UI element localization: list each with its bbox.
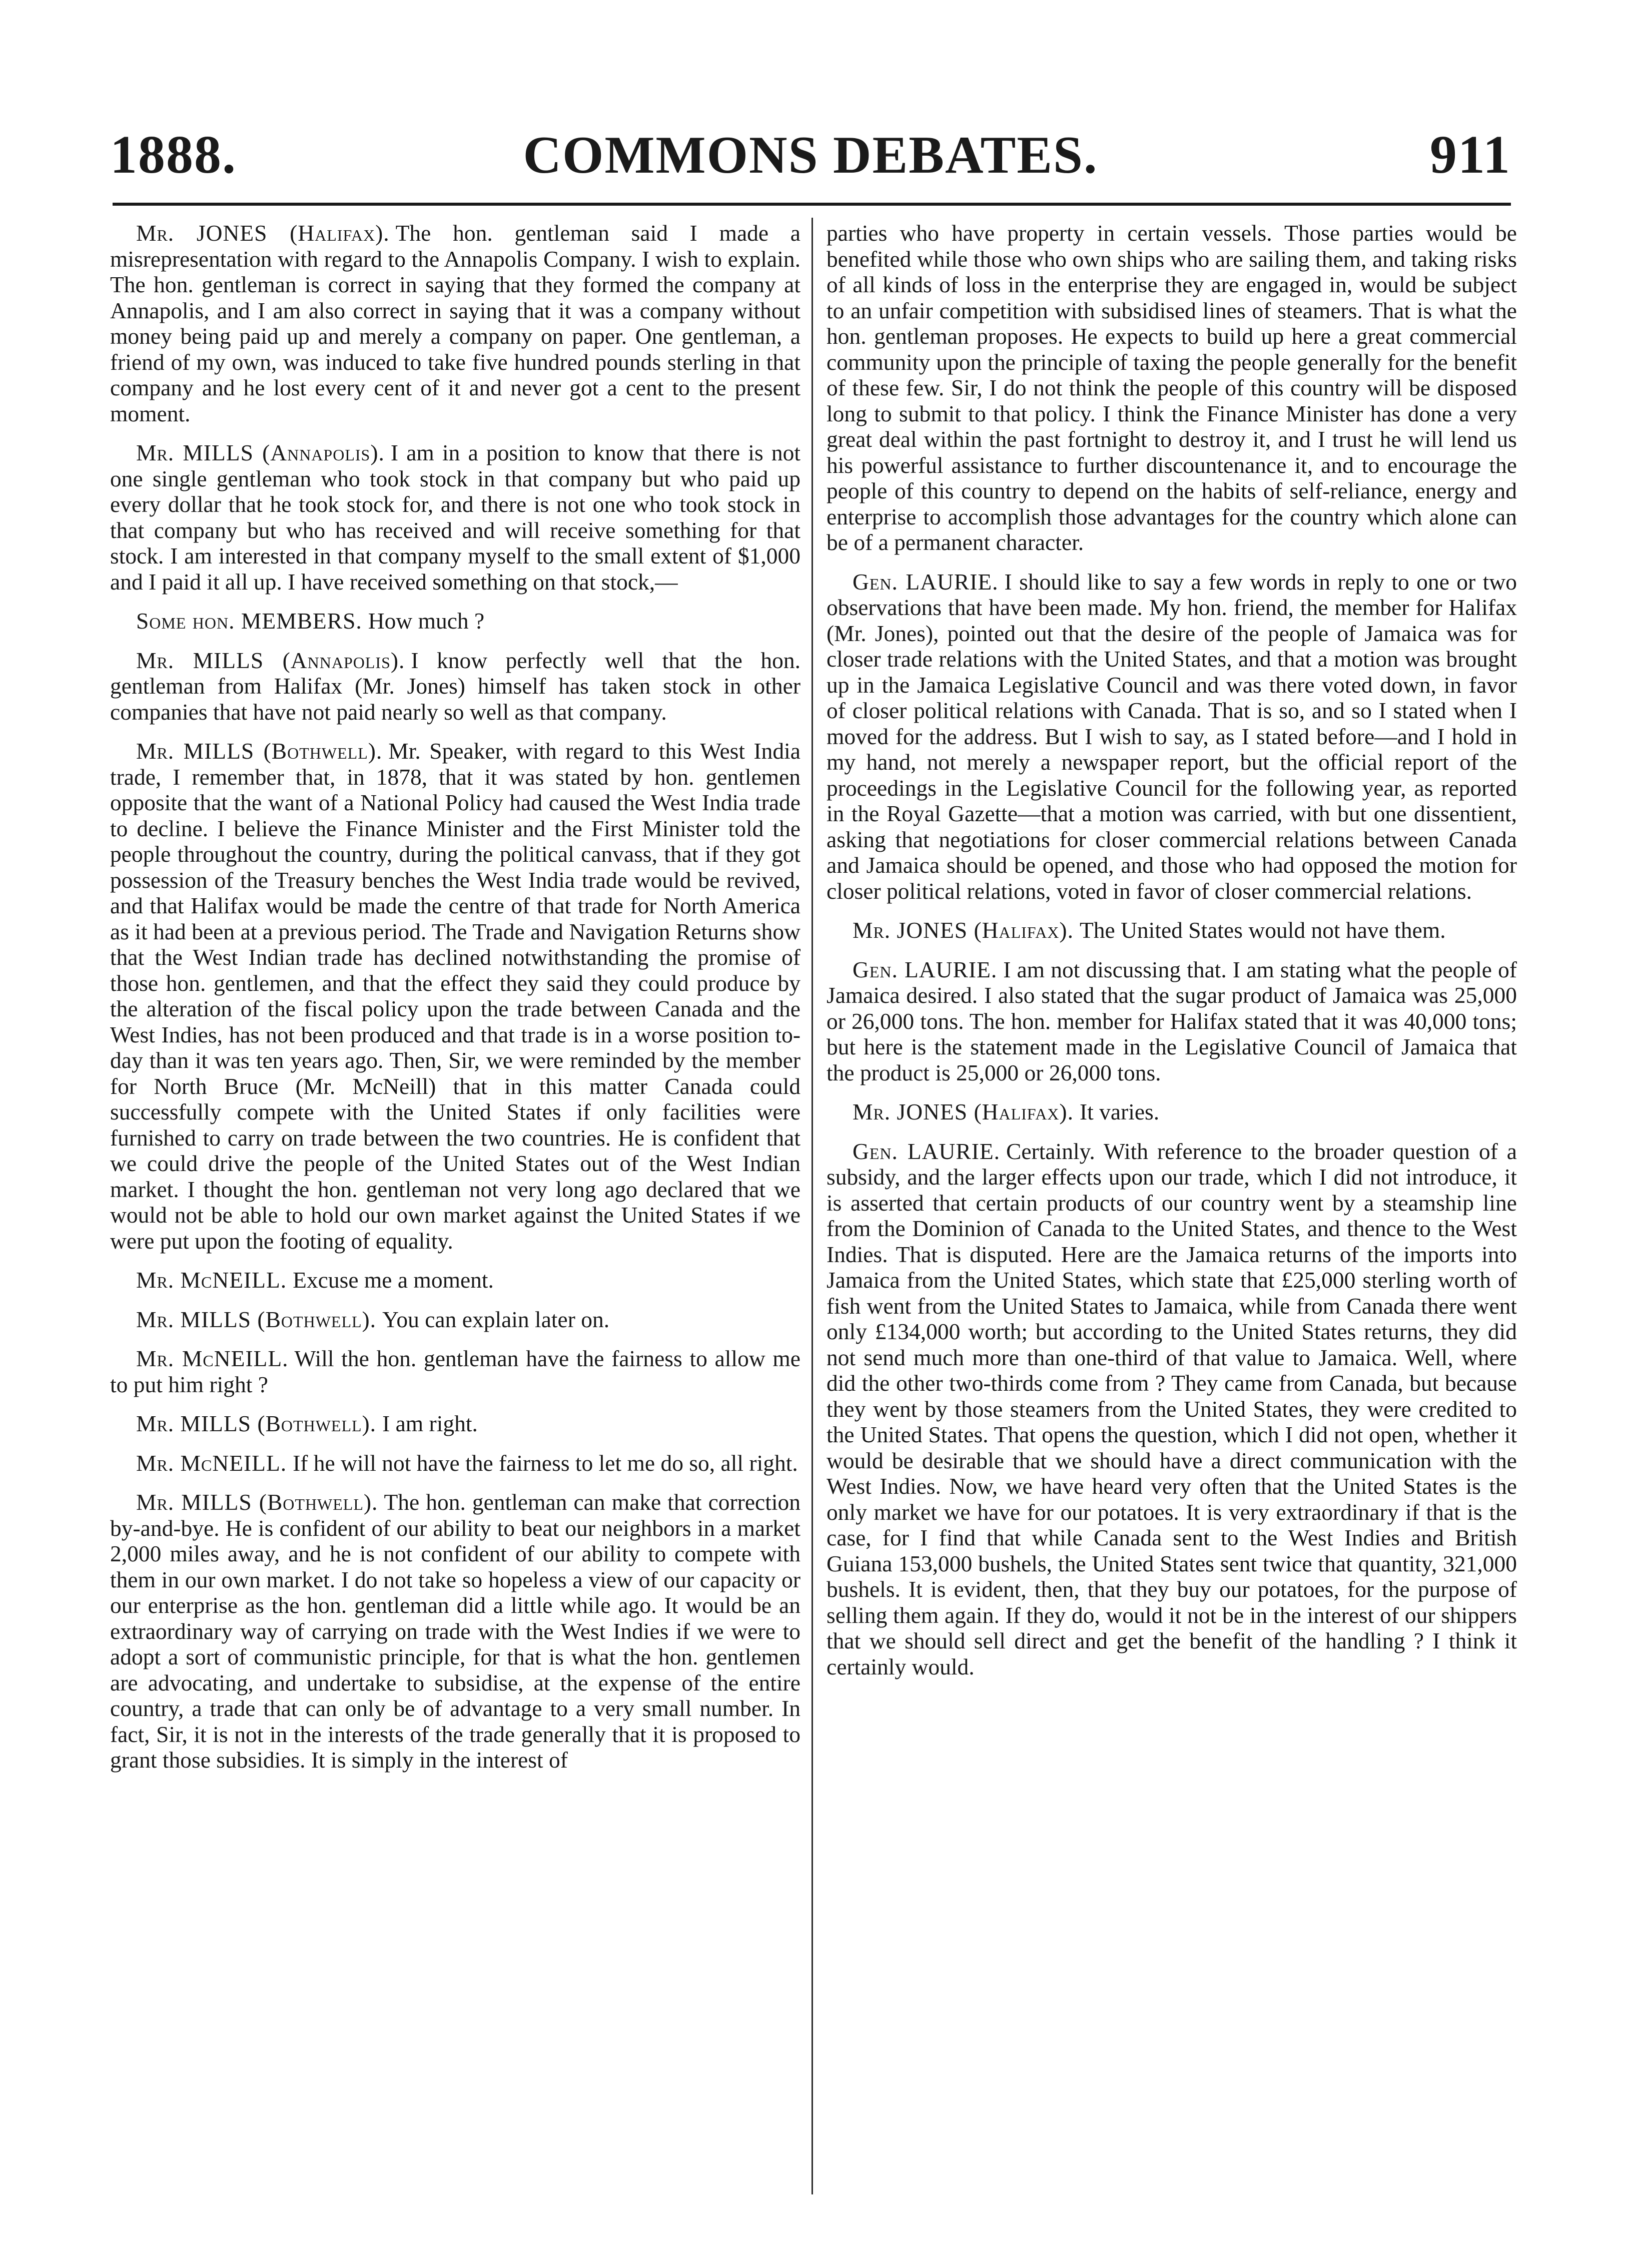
speaker-name: Mr. MILLS (Annapolis). — [136, 647, 405, 673]
paragraph-text: It varies. — [1079, 1099, 1160, 1124]
paragraph-text: Will the hon. gentleman have the fairness to allow me to put him right ? — [110, 1346, 801, 1397]
right-column — [827, 220, 1517, 1693]
paragraph-text: If he will not have the fairness to let me do so, all right. — [293, 1450, 798, 1476]
paragraph-text: I am in a position to know that there is not one single gentleman who took stock in that company but who paid up every dollar that he took stock for, and there is not one who took stock in that company but who has received and will receive something for that stock. I am interested in that company myself to the small extent of $1,000 and I paid it all up. I have received something on that stock,— — [110, 440, 800, 595]
paragraph — [110, 738, 800, 1254]
speaker-name: Some hon. MEMBERS. — [136, 608, 362, 634]
header-rule — [113, 203, 1511, 206]
paragraph — [827, 569, 1517, 904]
speaker-name: Gen. LAURIE. — [853, 1138, 1001, 1164]
speaker-name: Mr. McNEILL. — [136, 1267, 287, 1293]
speaker-name: Mr. MILLS (Bothwell). — [136, 738, 383, 764]
left-column — [110, 220, 800, 1787]
speaker-name: Gen. LAURIE. — [853, 569, 999, 595]
paragraph-text: How much ? — [368, 608, 485, 634]
speaker-name: Mr. MILLS (Bothwell). — [136, 1489, 378, 1515]
paragraph — [110, 220, 800, 426]
paragraph — [110, 1411, 800, 1437]
paragraph — [827, 1099, 1517, 1125]
paragraph — [110, 1346, 800, 1397]
paragraph-text: I am right. — [382, 1411, 478, 1436]
paragraph — [110, 1307, 800, 1333]
speaker-name: Mr. MILLS (Annapolis). — [136, 440, 385, 465]
speaker-name: Gen. LAURIE. — [853, 956, 998, 982]
paragraph-text: I should like to say a few words in reply to one or two observations that have been made. My hon. friend, the member for Halifax (Mr. Jones), pointed out that the desire of the people of Jamaica was for closer trade relations with the United States, and that a motion was brought up in the Jamaica Legislative Council and was there voted down, in favor of closer political relations with Canada. That is so, and so I stated when I moved for the address. But I wish to say, as I stated before—and I hold in my hand, not merely a newspaper report, but the official report of the proceedings in the Legislative Council for the following year, as reported in the Royal Gazette—that a motion was carried, with but one dissentient, asking that negotiations for closer commercial relations between Canada and Jamaica should be opened, and those who had opposed the motion for closer political relations, voted in favor of closer commercial relations. — [827, 569, 1517, 904]
paragraph-text: parties who have property in certain vessels. Those parties would be benefited while those who own ships who are sailing them, and taking risks of all kinds of loss in the enterprise they are engaged in, would be subject to an unfair competition with subsidised lines of steamers. That is what the hon. gentleman proposes. He expects to build up here a great commercial community upon the principle of taxing the people generally for the benefit of these few. Sir, I do not think the people of this country will be disposed long to submit to that policy. I think the Finance Minister has done a very great deal within the past fortnight to destroy it, and I trust he will lend us his powerful assistance to further discountenance it, and to encourage the people of this country to depend on the habits of self-reliance, energy and enterprise to accomplish those advantages for the country which alone can be of a permanent character. — [827, 220, 1517, 555]
speaker-name: Mr. McNEILL. — [136, 1346, 289, 1371]
paragraph-text: I am not discussing that. I am stating what the people of Jamaica desired. I also stated that the sugar product of Jamaica was 25,000 or 26,000 tons. The hon. member for Halifax stated that it was 40,000 tons; but here is the statement made in the Legislative Council of Jamaica that the product is 25,000 or 26,000 tons. — [827, 956, 1517, 1085]
paragraph-continued — [827, 220, 1517, 555]
paragraph-text: The United States would not have them. — [1079, 917, 1446, 943]
column-divider — [811, 218, 813, 2194]
speaker-name: Mr. MILLS (Bothwell). — [136, 1411, 377, 1436]
paragraph-text: Certainly. With reference to the broader question of a subsidy, and the larger effects upon our trade, which I did not introduce, it is asserted that certain products of our country went by a steamship line from the Dominion of Canada to the United States, and thence to the West Indies. That is disputed. Here are the Jamaica returns of the imports into Jamaica from the United States, which state that £25,000 sterling worth of fish went from the United States to Jamaica, while from Canada there went only £134,000 worth; but according to the United States returns, they did not send much more than one-third of that value to Jamaica. Well, where did the other two-thirds come from ? They came from Canada, but because they went by those steamers from the United States, they were credited to the United States. That opens the question, which I did not open, whether it would be desirable that we should have a direct communication with the West Indies. Now, we have heard very often that the United States is the only market we have for our potatoes. It is very extraordinary if that is the case, for I find that while Canada sent to the West Indies and British Guiana 153,000 bushels, the United States sent twice that quantity, 321,000 bushels. It is evident, then, that they buy our potatoes, for the purpose of selling them again. If they do, would it not be in the interest of our shippers that we should sell direct and get the benefit of the handling ? I think it certainly would. — [827, 1138, 1517, 1679]
paragraph — [110, 648, 800, 725]
paragraph-text: The hon. gentleman said I made a misrepresentation with regard to the Annapolis Company. I wish to explain. The hon. gentleman is correct in saying that they formed the company at Annapolis, and I am also correct in saying that it was a company without money being paid up and merely a company on paper. One gentleman, a friend of my own, was induced to take five hundred pounds sterling in that company and he lost every cent of it and never got a cent to the present moment. — [110, 220, 800, 426]
speaker-name: Mr. JONES (Halifax). — [853, 1099, 1074, 1124]
paragraph — [110, 1489, 800, 1773]
speaker-name: Mr. MILLS (Bothwell). — [136, 1306, 377, 1332]
page-header — [110, 125, 1511, 190]
speaker-name: Mr. McNEILL. — [136, 1450, 287, 1476]
paragraph-text: The hon. gentleman can make that correction by-and-bye. He is confident of our ability to beat our neighbors in a market 2,000 miles away, and he is not confident of our ability to compete with them in our own market. I do not take so hopeless a view of our capacity or our enterprise as the hon. gentleman did a little while ago. It would be an extraordinary way of carrying on trade with the West Indies if we were to adopt a sort of communistic principle, for that is what the hon. gentlemen are advocating, and undertake to subsidise, at the expense of the entire country, a trade that can only be of advantage to a very small number. In fact, Sir, it is not in the interests of the trade generally that it is proposed to grant those subsidies. It is simply in the interest of — [110, 1489, 800, 1773]
paragraph — [827, 1139, 1517, 1680]
paragraph — [110, 1450, 800, 1476]
paragraph-text: Mr. Speaker, with regard to this West India trade, I remember that, in 1878, that it was stated by hon. gentlemen opposite that the want of a National Policy had caused the West India trade to decline. I believe the Finance Minister and the First Minister told the people throughout the country, during the political canvass, that if they got possession of the Treasury benches the West India trade would be revived, and that Halifax would be made the centre of that trade for North America as it had been at a previous period. The Trade and Navigation Returns show that the West Indian trade has declined notwithstanding the promise of those hon. gentlemen, and that the effect they said they could produce by the alteration of the fiscal policy upon the trade between Canada and the West Indies, has not been produced and that trade is in a worse position to-day than it was ten years ago. Then, Sir, we were reminded by the member for North Bruce (Mr. McNeill) that in this matter Canada could successfully compete with the United States if only facilities were furnished to carry on trade between the two countries. He is confident that we could drive the people of the United States out of the West Indian market. I thought the hon. gentleman not very long ago declared that we would not be able to hold our own market against the United States if we were put upon the footing of equality. — [110, 738, 801, 1254]
paragraph-text: Excuse me a moment. — [293, 1267, 494, 1293]
paragraph — [827, 957, 1517, 1086]
paragraph — [827, 917, 1517, 943]
speaker-name: Mr. JONES (Halifax). — [136, 220, 390, 246]
paragraph — [110, 440, 800, 595]
speaker-name: Mr. JONES (Halifax). — [853, 917, 1074, 943]
header-page-number: 911 — [1429, 125, 1511, 185]
paragraph — [110, 1267, 800, 1293]
header-year: 1888. — [110, 125, 237, 185]
paragraph — [110, 608, 800, 634]
paragraph-text: I know perfectly well that the hon. gentleman from Halifax (Mr. Jones) himself has taken stock in other companies that have not paid nearly so well as that company. — [110, 647, 800, 725]
header-title: COMMONS DEBATES. — [523, 126, 1098, 184]
paragraph-text: You can explain later on. — [382, 1306, 610, 1332]
